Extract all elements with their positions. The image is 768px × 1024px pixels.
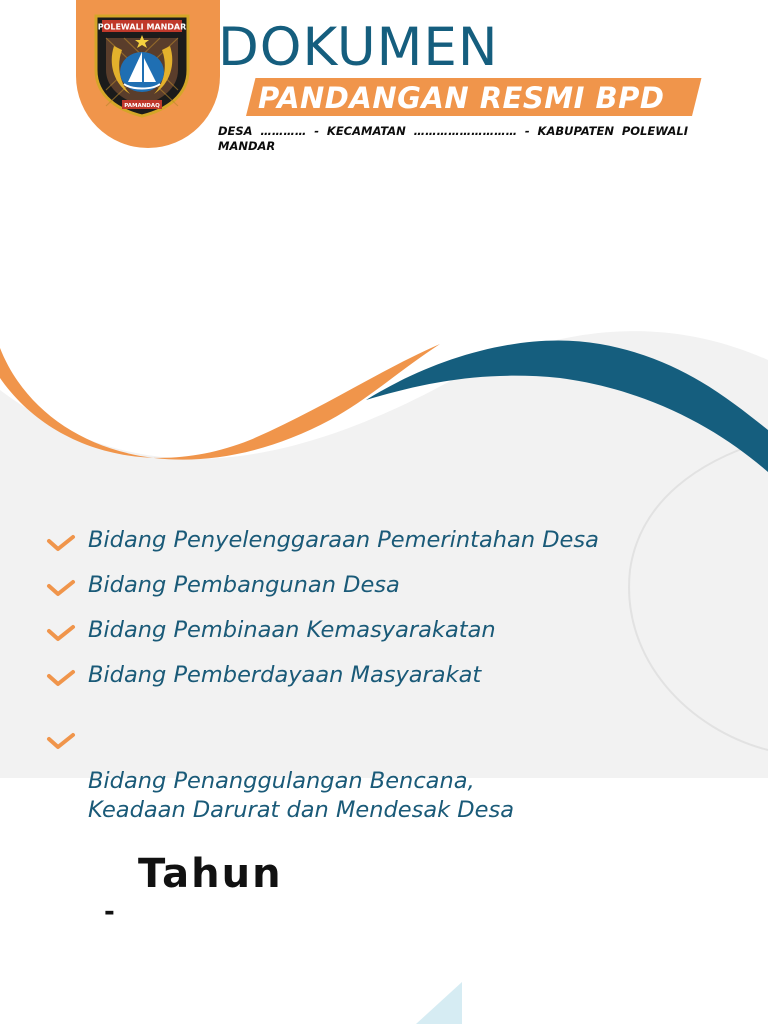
bidang-label: Bidang Penyelenggaraan Pemerintahan Desa <box>88 527 599 553</box>
document-title: DOKUMEN <box>218 17 499 78</box>
emblem-caption: POLEWALI MANDAR <box>97 22 187 32</box>
corner-decoration <box>416 982 466 1024</box>
bidang-label: Bidang Pembangunan Desa <box>88 572 400 598</box>
emblem-ribbon: PAMANDAQ <box>124 103 160 109</box>
bidang-label: Bidang Penanggulangan Bencana, Keadaan Darurat dan Mendesak Desa <box>88 768 514 823</box>
check-icon <box>46 731 76 751</box>
check-icon <box>46 668 76 688</box>
bidang-item <box>42 526 599 571</box>
year-label: Tahun <box>138 851 283 897</box>
bidang-list <box>42 526 599 823</box>
address-line: DESA ………… - KECAMATAN ……………………… - KABUPATEN POLEWALI MANDAR <box>218 124 688 153</box>
document-subtitle: PANDANGAN RESMI BPD <box>258 81 665 115</box>
year-dash: - <box>104 897 115 927</box>
check-icon <box>46 623 76 643</box>
bidang-item <box>42 709 599 823</box>
bidang-label: Bidang Pemberdayaan Masyarakat <box>88 662 482 688</box>
polewali-mandar-emblem <box>88 8 196 118</box>
check-icon <box>46 533 76 553</box>
bidang-label: Bidang Pembinaan Kemasyarakatan <box>88 617 496 643</box>
bidang-item <box>42 661 599 709</box>
bidang-item <box>42 616 599 661</box>
check-icon <box>46 578 76 598</box>
bidang-item <box>42 571 599 616</box>
